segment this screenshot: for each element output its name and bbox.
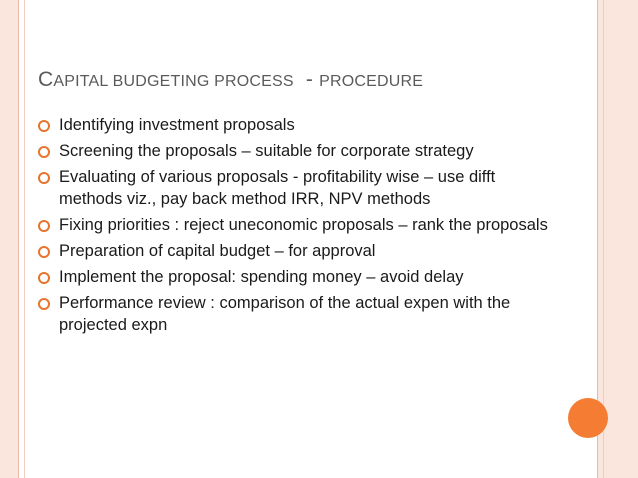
left-border-line: [18, 0, 19, 478]
ring-bullet-icon: [38, 146, 50, 158]
bullet-text: Fixing priorities : reject uneconomic proposals – rank the proposals: [59, 216, 548, 234]
title-subtitle: PROCEDURE: [319, 73, 424, 90]
bullet-item: [38, 166, 558, 210]
left-decorative-band: [0, 0, 18, 478]
ring-bullet-icon: [38, 246, 50, 258]
bullet-item: [38, 266, 558, 288]
bullet-item: [38, 240, 558, 262]
bullet-text: Implement the proposal: spending money – avoid delay: [59, 268, 464, 286]
bullet-text: Screening the proposals – suitable for corporate strategy: [59, 142, 474, 160]
bullet-item: [38, 140, 558, 162]
left-border-line-inner: [24, 0, 25, 478]
ring-bullet-icon: [38, 120, 50, 132]
bullet-text: Evaluating of various proposals - profitability wise – use difft methods viz., pay back method IRR, NPV methods: [59, 168, 496, 208]
slide-title: [38, 68, 578, 92]
bullet-text: Performance review : comparison of the actual expen with the projected expn: [59, 294, 511, 334]
bullet-list: [38, 114, 558, 340]
ring-bullet-icon: [38, 220, 50, 232]
title-main: APITAL BUDGETING PROCESS: [53, 73, 294, 90]
title-initial: C: [38, 68, 54, 91]
bullet-item: [38, 214, 558, 236]
bullet-item: [38, 292, 558, 336]
ring-bullet-icon: [38, 298, 50, 310]
orange-circle-decoration: [568, 398, 608, 438]
title-separator: -: [293, 68, 320, 91]
bullet-text: Identifying investment proposals: [59, 116, 295, 134]
bullet-text: Preparation of capital budget – for approval: [59, 242, 376, 260]
bullet-item: [38, 114, 558, 136]
ring-bullet-icon: [38, 172, 50, 184]
ring-bullet-icon: [38, 272, 50, 284]
